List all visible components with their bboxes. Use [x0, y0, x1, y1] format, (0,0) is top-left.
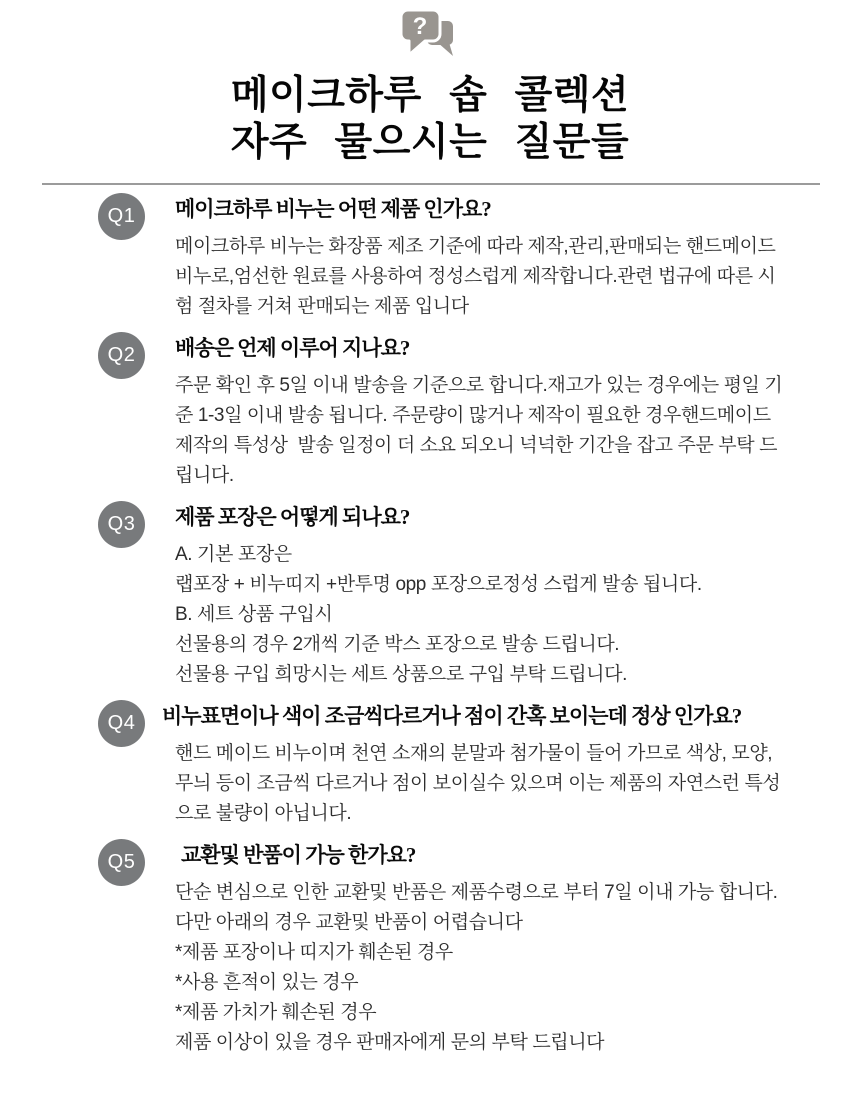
header-divider — [42, 183, 820, 185]
answer-text-q5 — [175, 878, 838, 1058]
qa-content-q3 — [175, 501, 838, 690]
answer-line: B. 세트 상품 구입시 — [175, 604, 333, 625]
answer-line: 험 절차를 거쳐 판매되는 제품 입니다 — [175, 296, 469, 317]
question-text-q3: 제품 포장은 어떻게 되나요? — [175, 505, 410, 529]
question-text-q2: 배송은 언제 이루어 지나요? — [175, 336, 410, 360]
faq-item-q1 — [40, 193, 838, 322]
question-badge-q3: Q3 — [98, 501, 145, 548]
answer-line: 선물용의 경우 2개씩 기준 박스 포장으로 발송 드립니다. — [175, 634, 620, 655]
qa-content-q2 — [175, 332, 838, 491]
faq-item-q5 — [40, 839, 838, 1058]
question-text-q4: 비누표면이나 색이 조금씩다르거나 점이 간혹 보이는데 정상 인가요? — [162, 704, 742, 728]
question-badge-q5: Q5 — [98, 839, 145, 886]
chat-question-icon — [397, 8, 463, 64]
answer-line: 주문 확인 후 5일 이내 발송을 기준으로 합니다.재고가 있는 경우에는 평일 기 — [175, 375, 783, 396]
answer-line: 랩포장 + 비누띠지 +반투명 opp 포장으로정성 스럽게 발송 됩니다. — [175, 574, 702, 595]
answer-text-q4 — [175, 739, 838, 829]
question-badge-q2: Q2 — [98, 332, 145, 379]
answer-line: *제품 포장이나 띠지가 훼손된 경우 — [175, 942, 453, 963]
answer-text-q1 — [175, 232, 838, 322]
answer-line: 다만 아래의 경우 교환및 반품이 어렵습니다 — [175, 912, 523, 933]
answer-line: 준 1-3일 이내 발송 됩니다. 주문량이 많거나 제작이 필요한 경우핸드메이드 — [175, 405, 771, 426]
faq-item-q4 — [40, 700, 838, 829]
answer-line: 제작의 특성상 발송 일정이 더 소요 되오니 넉넉한 기간을 잡고 주문 부탁 드 — [175, 435, 778, 456]
answer-line: A. 기본 포장은 — [175, 544, 292, 565]
answer-line: 비누로,엄선한 원료를 사용하여 정성스럽게 제작합니다.관련 법규에 따른 시 — [175, 266, 776, 287]
page-title — [0, 72, 860, 166]
answer-line: *사용 흔적이 있는 경우 — [175, 972, 359, 993]
answer-line: 으로 불량이 아닙니다. — [175, 803, 352, 824]
faq-item-q3 — [40, 501, 838, 690]
faq-list — [0, 193, 860, 1058]
answer-line: 무늬 등이 조금씩 다르거나 점이 보이실수 있으며 이는 제품의 자연스런 특성 — [175, 773, 781, 794]
answer-line: 메이크하루 비누는 화장품 제조 기준에 따라 제작,관리,판매되는 핸드메이드 — [175, 236, 776, 257]
answer-text-q2 — [175, 371, 838, 491]
question-text-q5: 교환및 반품이 가능 한가요? — [181, 843, 416, 867]
question-badge-q1: Q1 — [98, 193, 145, 240]
answer-line: 핸드 메이드 비누이며 천연 소재의 분말과 첨가물이 들어 가므로 색상, 모양, — [175, 743, 773, 764]
answer-line: 단순 변심으로 인한 교환및 반품은 제품수령으로 부터 7일 이내 가능 합니다. — [175, 882, 778, 903]
svg-text:?: ? — [412, 13, 428, 40]
answer-line: *제품 가치가 훼손된 경우 — [175, 1002, 377, 1023]
answer-text-q3 — [175, 540, 838, 690]
question-badge-q4: Q4 — [98, 700, 145, 747]
qa-content-q5 — [175, 839, 838, 1058]
answer-line: 선물용 구입 희망시는 세트 상품으로 구입 부탁 드립니다. — [175, 664, 627, 685]
answer-line: 제품 이상이 있을 경우 판매자에게 문의 부탁 드립니다 — [175, 1032, 605, 1053]
title-line-1: 메이크하루 솝 콜렉션 — [230, 74, 630, 117]
qa-content-q4 — [162, 700, 838, 829]
faq-item-q2 — [40, 332, 838, 491]
answer-line: 립니다. — [175, 465, 234, 486]
title-line-2: 자주 물으시는 질문들 — [230, 121, 630, 164]
qa-content-q1 — [175, 193, 838, 322]
question-text-q1: 메이크하루 비누는 어떤 제품 인가요? — [175, 197, 491, 221]
